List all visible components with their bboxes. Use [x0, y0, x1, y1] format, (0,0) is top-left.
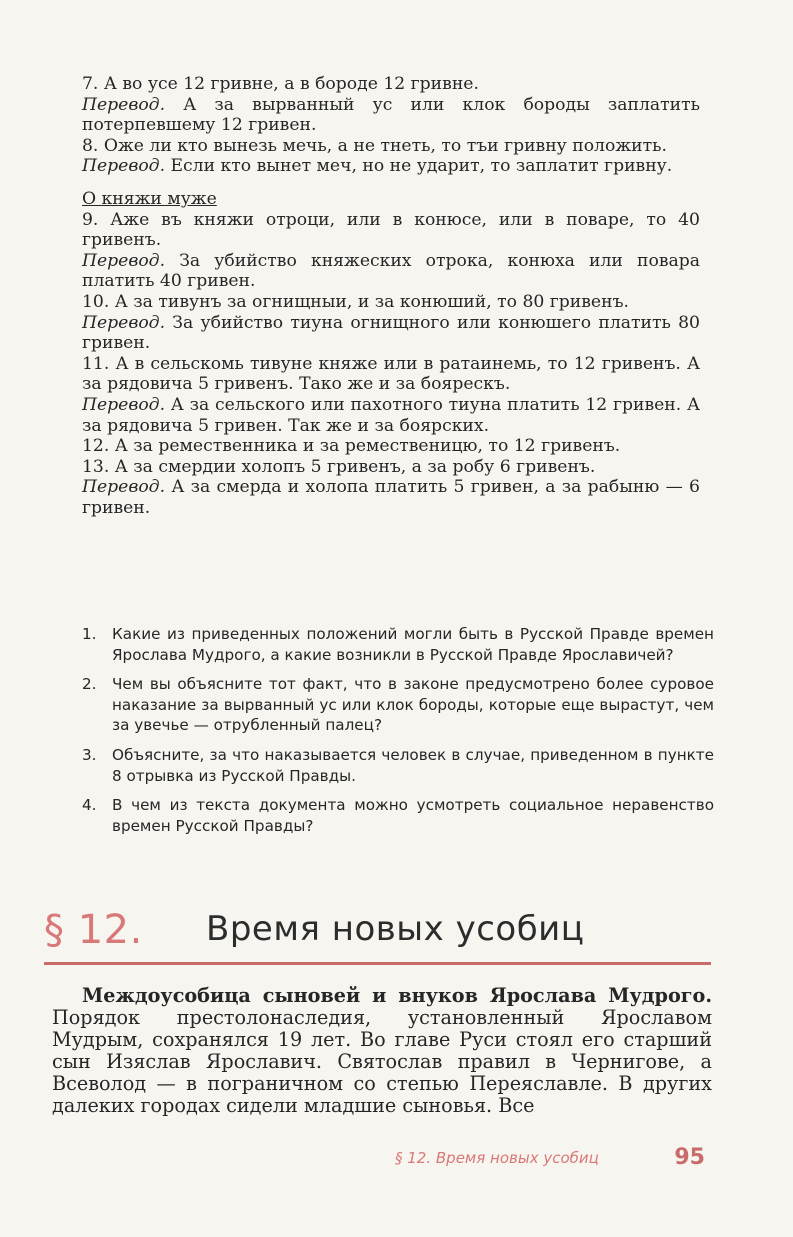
translation-label: Перевод. [82, 394, 166, 415]
law-article-9: 9. Аже въ княжи отроци, или в конюсе, или в поваре, то 40 гривенъ. [82, 209, 700, 251]
question-text: В чем из текста документа можно усмотреть социальное неравенство времен Русской Правды? [112, 796, 714, 835]
question-item [82, 624, 714, 665]
translation-article-13 [82, 477, 700, 518]
translation-label: Перевод. [82, 250, 166, 271]
translation-text: А за сельского или пахотного тиуна платить 12 гривен. А за рядовича 5 гривен. Так же и за боярских. [82, 394, 700, 436]
law-article-8: 8. Оже ли кто вынезь мечь, а не тнеть, то тъи гривну положить. [82, 135, 667, 156]
excerpt-subheading: О княжи муже [82, 188, 217, 209]
translation-text: А за смерда и холопа платить 5 гривен, а за рабыню — 6 гривен. [82, 477, 700, 518]
section-number: § 12. [44, 907, 143, 953]
question-item [82, 795, 714, 836]
translation-article-10 [82, 313, 700, 354]
translation-text: А за вырванный ус или клок бороды заплатить потерпевшему 12 гривен. [82, 94, 700, 136]
translation-article-11 [82, 395, 700, 436]
translation-article-8 [82, 156, 700, 177]
question-text: Какие из приведенных положений могли быть в Русской Правде времен Ярослава Мудрого, а какие возникли в Русской Правде Ярославичей? [112, 625, 714, 664]
questions-list [82, 624, 714, 845]
document-excerpt [82, 74, 700, 518]
question-number: 4. [82, 796, 97, 815]
section-divider [44, 962, 711, 965]
translation-text: За убийство тиуна огнищного или конюшего платить 80 гривен. [82, 312, 700, 354]
question-item [82, 674, 714, 736]
question-text: Чем вы объясните тот факт, что в законе предусмотрено более суровое наказание за вырванный ус или клок бороды, которые еще вырастут, чем за увечье — отрубленный палец? [112, 675, 714, 735]
translation-label: Перевод. [82, 94, 166, 115]
translation-label: Перевод. [82, 156, 166, 177]
section-title: Время новых усобиц [206, 909, 585, 949]
law-article-11: 11. А в сельскомь тивуне княже или в ратаинемь, то 12 гривенъ. А за рядовича 5 гривенъ. Тако же и за боярескъ. [82, 353, 700, 395]
question-number: 3. [82, 745, 97, 764]
law-article-7: 7. А во усе 12 гривне, а в бороде 12 гривне. [82, 74, 479, 94]
translation-text: Если кто вынет меч, но не ударит, то заплатит гривну. [165, 156, 673, 177]
translation-label: Перевод. [82, 477, 166, 498]
body-paragraph [52, 985, 712, 1117]
paragraph-lead: Междоусобица сыновей и внуков Ярослава Мудрого. [82, 984, 712, 1007]
translation-article-7 [82, 95, 700, 136]
question-text: Объясните, за что наказывается человек в случае, приведенном в пункте 8 отрывка из Русской Правды. [112, 745, 714, 785]
running-title: § 12. Время новых усобиц [395, 1149, 599, 1167]
translation-text: За убийство княжеских отрока, конюха или повара платить 40 гривен. [82, 250, 700, 292]
law-article-13: 13. А за смердии холопъ 5 гривенъ, а за робу 6 гривенъ. [82, 456, 596, 477]
question-number: 2. [82, 675, 97, 694]
page-number: 95 [674, 1145, 705, 1170]
question-number: 1. [82, 625, 97, 643]
page-footer [395, 1145, 715, 1175]
section-heading [44, 903, 714, 965]
question-item [82, 745, 714, 786]
paragraph-text: Порядок престолонаследия, установленный Ярославом Мудрым, сохранялся 19 лет. Во главе Руси стоял его старший сын Изяслав Ярославич. Святослав правил в Чернигове, а Всеволод — в пограничном со степью Переяславле. В других далеких городах сидели младшие сыновья. Все [52, 1006, 712, 1117]
law-article-10: 10. А за тивунъ за огнищныи, и за конюший, то 80 гривенъ. [82, 291, 629, 312]
translation-label: Перевод. [82, 312, 166, 333]
law-article-12: 12. А за ремественника и за ремественицю, то 12 гривенъ. [82, 436, 621, 457]
translation-article-9 [82, 251, 700, 292]
